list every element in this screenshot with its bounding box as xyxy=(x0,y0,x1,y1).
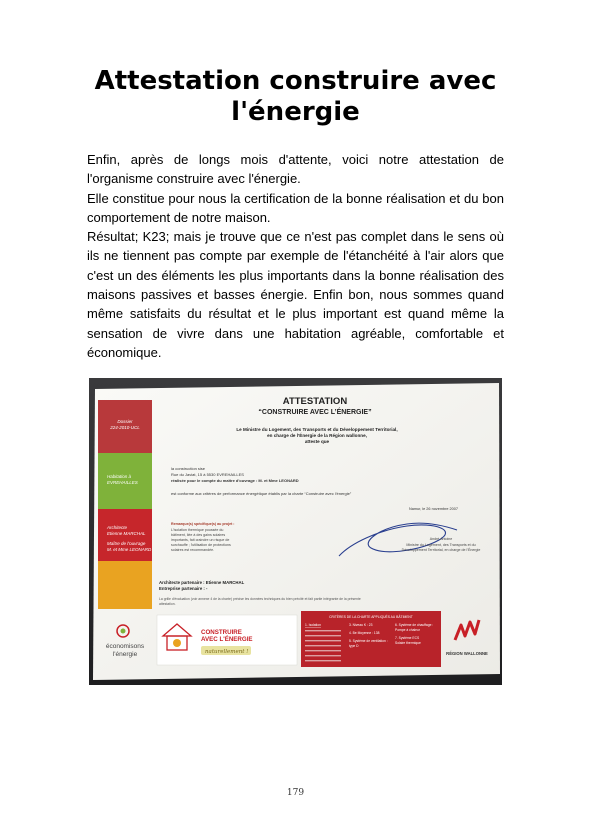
criteria-ecs-type: Solaire thermique xyxy=(395,641,421,645)
logo-avec-energie: AVEC L'ÉNERGIE xyxy=(201,636,253,643)
criteria-chauffage-type: Pompe à chaleur xyxy=(395,628,420,632)
certificate-svg xyxy=(89,378,502,685)
partner-company: Entreprise partenaire : - xyxy=(159,586,208,591)
logo-energie: l'énergie xyxy=(112,651,138,658)
construction-line-2: Rue du Javiat, 15 à 5530 EVREHAILLES xyxy=(171,472,244,477)
logo-economisons: économisons xyxy=(105,643,145,650)
partner-architect: Architecte partenaire : Etienne MARCHAL xyxy=(159,580,245,585)
remarks-line-4: surchauffe ; l'utilisation de protections xyxy=(171,543,231,547)
signatory-name: André Antoine xyxy=(429,537,453,541)
logo-region-wallonne: RÉGION WALLONNE xyxy=(446,651,488,656)
criteria-ecs: 7. Système ECS xyxy=(395,636,420,640)
sun-icon xyxy=(173,639,181,647)
paragraph-3: Résultat; K23; mais je trouve que ce n'est pas complet dans le sens où ils ne tiennent pas compte par exemple de l'étanchéité à l'air alors que c'est un des éléments les plus importants dans la bonne réalisation des maisons passives et basses énergie. Enfin bon, nous sommes quand même satisfaits du résultat et le plus important est quand même la sensation de vivre dans une habitation agréable, comfortable et économique. xyxy=(87,229,504,360)
paragraph-2: Elle constitue pour nous la certification de la bonne réalisation et du bon comportement de notre maison. xyxy=(87,190,504,225)
criteria-header: CRITÈRES DE LA CHARTE APPLIQUÉS AU BÂTIMENT xyxy=(329,615,413,619)
criteria-ventilation-type: type D xyxy=(349,644,359,648)
note-line-2: attestation. xyxy=(159,602,176,606)
signatory-line-2: Développement Territorial, en charge de l'Énergie xyxy=(401,548,481,552)
article-body xyxy=(87,150,504,362)
construction-line-1: la construction sise xyxy=(171,466,206,471)
certificate-subheading: “CONSTRUIRE AVEC L’ÉNERGIE” xyxy=(258,409,372,416)
certificate-paper xyxy=(93,383,500,680)
construction-line-3: réalisée pour le compte du maître d'ouvrage : M. et Mme LEONARD xyxy=(171,478,299,483)
certificate-photo xyxy=(89,378,502,685)
page-number: 179 xyxy=(286,788,305,798)
page-title: Attestation construire avec l'énergie xyxy=(94,66,497,127)
sidebar-architect: Etienne MARCHAL xyxy=(107,531,146,536)
remarks-line-1: L'isolation thermique poussée du xyxy=(171,528,224,532)
sidebar-dossier-no: 224-2010-UCL xyxy=(110,425,140,430)
remarks-line-5: solaires est recommandée. xyxy=(171,548,215,552)
criteria-be: 4. Be Moyenne : 138 xyxy=(349,631,380,635)
ministry-line-2: en charge de l’Énergie de la Région wallonne, xyxy=(267,433,367,438)
logo-naturellement: naturellement ! xyxy=(205,649,249,655)
sidebar-block-orange xyxy=(98,561,152,609)
paragraph-1: Enfin, après de longs mois d'attente, voici notre attestation de l'organisme construire avec l'énergie. xyxy=(87,152,504,187)
remarks-title: Remarque(s) spécifique(s) au projet : xyxy=(171,522,235,526)
sidebar-architect-label: Architecte xyxy=(107,525,128,530)
criteria-isolation: 1. Isolation xyxy=(305,623,321,627)
conforme-line: est conforme aux critères de performance énergétique établis par la charte “Construire avec l'énergie” xyxy=(171,491,352,496)
certificate-heading: ATTESTATION xyxy=(282,396,348,407)
logo-band xyxy=(106,611,488,667)
note-line-1: La grille d'évaluation (voir annexe 4 de la charte) précise les données techniques du bien précité et fait partie intégrante de la présente xyxy=(159,597,361,601)
sidebar-owner-label: Maître de l'ouvrage xyxy=(107,541,146,546)
criteria-ventilation: 5. Système de ventilation : xyxy=(349,639,388,643)
sidebar-habitation: Habitation à xyxy=(107,474,132,479)
date-place: Namur, le 26 novembre 2007 xyxy=(409,507,458,511)
sidebar-dossier-label: Dossier xyxy=(117,419,133,424)
ministry-line-1: Le Ministre du Logement, des Transports et du Développement Territorial, xyxy=(236,427,398,432)
criteria-chauffage: 6. Système de chauffage : xyxy=(395,623,434,627)
remarks-line-2: bâtiment, liée à des gains solaires xyxy=(171,533,226,537)
signatory-line-1: Ministre du Logement, des Transports et du xyxy=(406,543,476,547)
remarks-line-3: importants, fait craindre un risque de xyxy=(171,538,230,542)
logo-construire: CONSTRUIRE xyxy=(201,629,242,636)
sidebar-owner: M. et Mme LEONARD xyxy=(107,547,152,552)
ministry-line-3: atteste que xyxy=(304,439,330,444)
criteria-niveau-k: 3. Niveau K : 23 xyxy=(349,623,373,627)
sidebar-place: EVREHAILLES xyxy=(107,480,138,485)
